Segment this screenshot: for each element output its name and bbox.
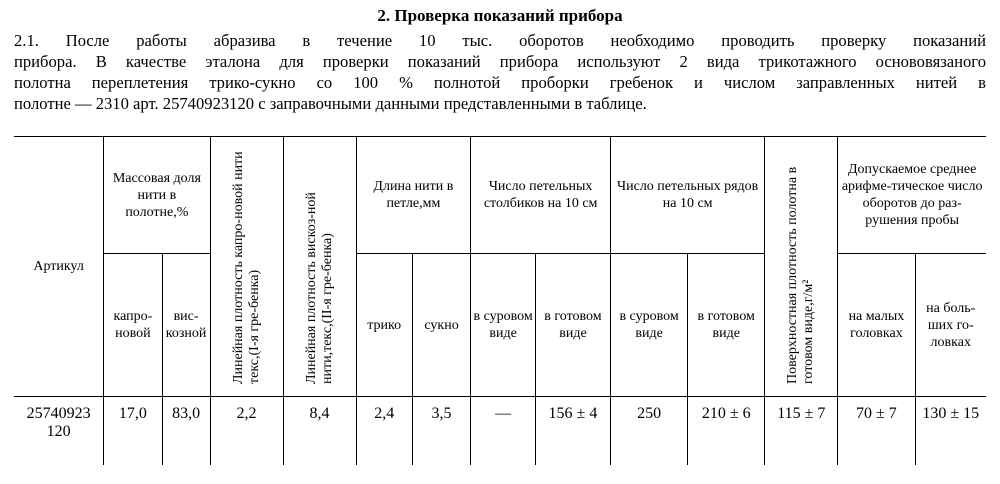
header-courses-raw: в суровом виде [610,254,687,397]
table-row [14,397,986,465]
paragraph-line: 2.1. После работы абразива в течение 10 тыс. оборотов необходимо проводить проверку показаний [14,31,986,50]
header-lin-kapron [210,137,283,397]
header-wales-raw: в суровом виде [471,254,536,397]
cell-lin-viskoz: 8,4 [283,397,356,465]
header-mass-share: Массовая доля нити в полотне,% [104,137,210,254]
paragraph-line: полотне — 2310 арт. 25740923120 с заправочными данными представленными в таблице. [14,94,647,113]
header-mass-viskoz: вискозной [162,254,210,397]
intro-paragraph [14,30,986,114]
header-wales: Число петельных столбиков на 10 см [471,137,611,254]
cell-rev-small: 70 ± 7 [838,397,915,465]
header-wales-finished: в готовом виде [535,254,610,397]
header-allowed-rev: Допускаемое среднее арифме-тическое число оборотов до раз-рушения пробы [838,137,986,254]
header-artikul: Артикул [14,137,104,397]
cell-rev-large: 130 ± 15 [915,397,986,465]
cell-courses-raw: 250 [610,397,687,465]
surface-density-label: Поверхностная плотность полотна в готовом виде,г/м² [785,166,817,384]
specs-table [14,136,986,465]
header-rev-large: на больших головках [915,254,986,397]
cell-wales-raw: — [471,397,536,465]
cell-loop-triko: 2,4 [356,397,412,465]
cell-surface-density: 115 ± 7 [765,397,838,465]
cell-wales-finished: 156 ± 4 [535,397,610,465]
header-mass-kapron: капро-новой [104,254,162,397]
lin-viskoz-label: Линейная плотность вискоз-ной нити,текс,(II-я гре-бенка) [303,192,335,384]
paragraph-line: прибора. В качестве эталона для проверки показаний прибора используют 2 вида трикотажного основовязаного [14,52,986,71]
header-lin-viskoz [283,137,356,397]
cell-loop-sukno: 3,5 [412,397,470,465]
cell-mass-viskoz: 83,0 [162,397,210,465]
cell-courses-finished: 210 ± 6 [688,397,765,465]
header-surface-density [765,137,838,397]
paragraph-line: полотна переплетения трико-сукно со 100 % полнотой проборки гребенок и числом заправленных нитей в [14,73,986,92]
lin-kapron-label: Линейная плотность капро-новой нити текс,(I-я гре-бенка) [230,151,262,384]
cell-lin-kapron: 2,2 [210,397,283,465]
cell-artikul: 25740923 120 [14,397,104,465]
header-loop-length: Длина нити в петле,мм [356,137,471,254]
header-loop-sukno: сукно [412,254,470,397]
section-heading: 2. Проверка показаний прибора [377,6,623,25]
header-courses-finished: в готовом виде [688,254,765,397]
cell-mass-kapron: 17,0 [104,397,162,465]
header-loop-triko: трико [356,254,412,397]
header-rev-small: на малых головках [838,254,915,397]
header-courses: Число петельных рядов на 10 см [610,137,764,254]
